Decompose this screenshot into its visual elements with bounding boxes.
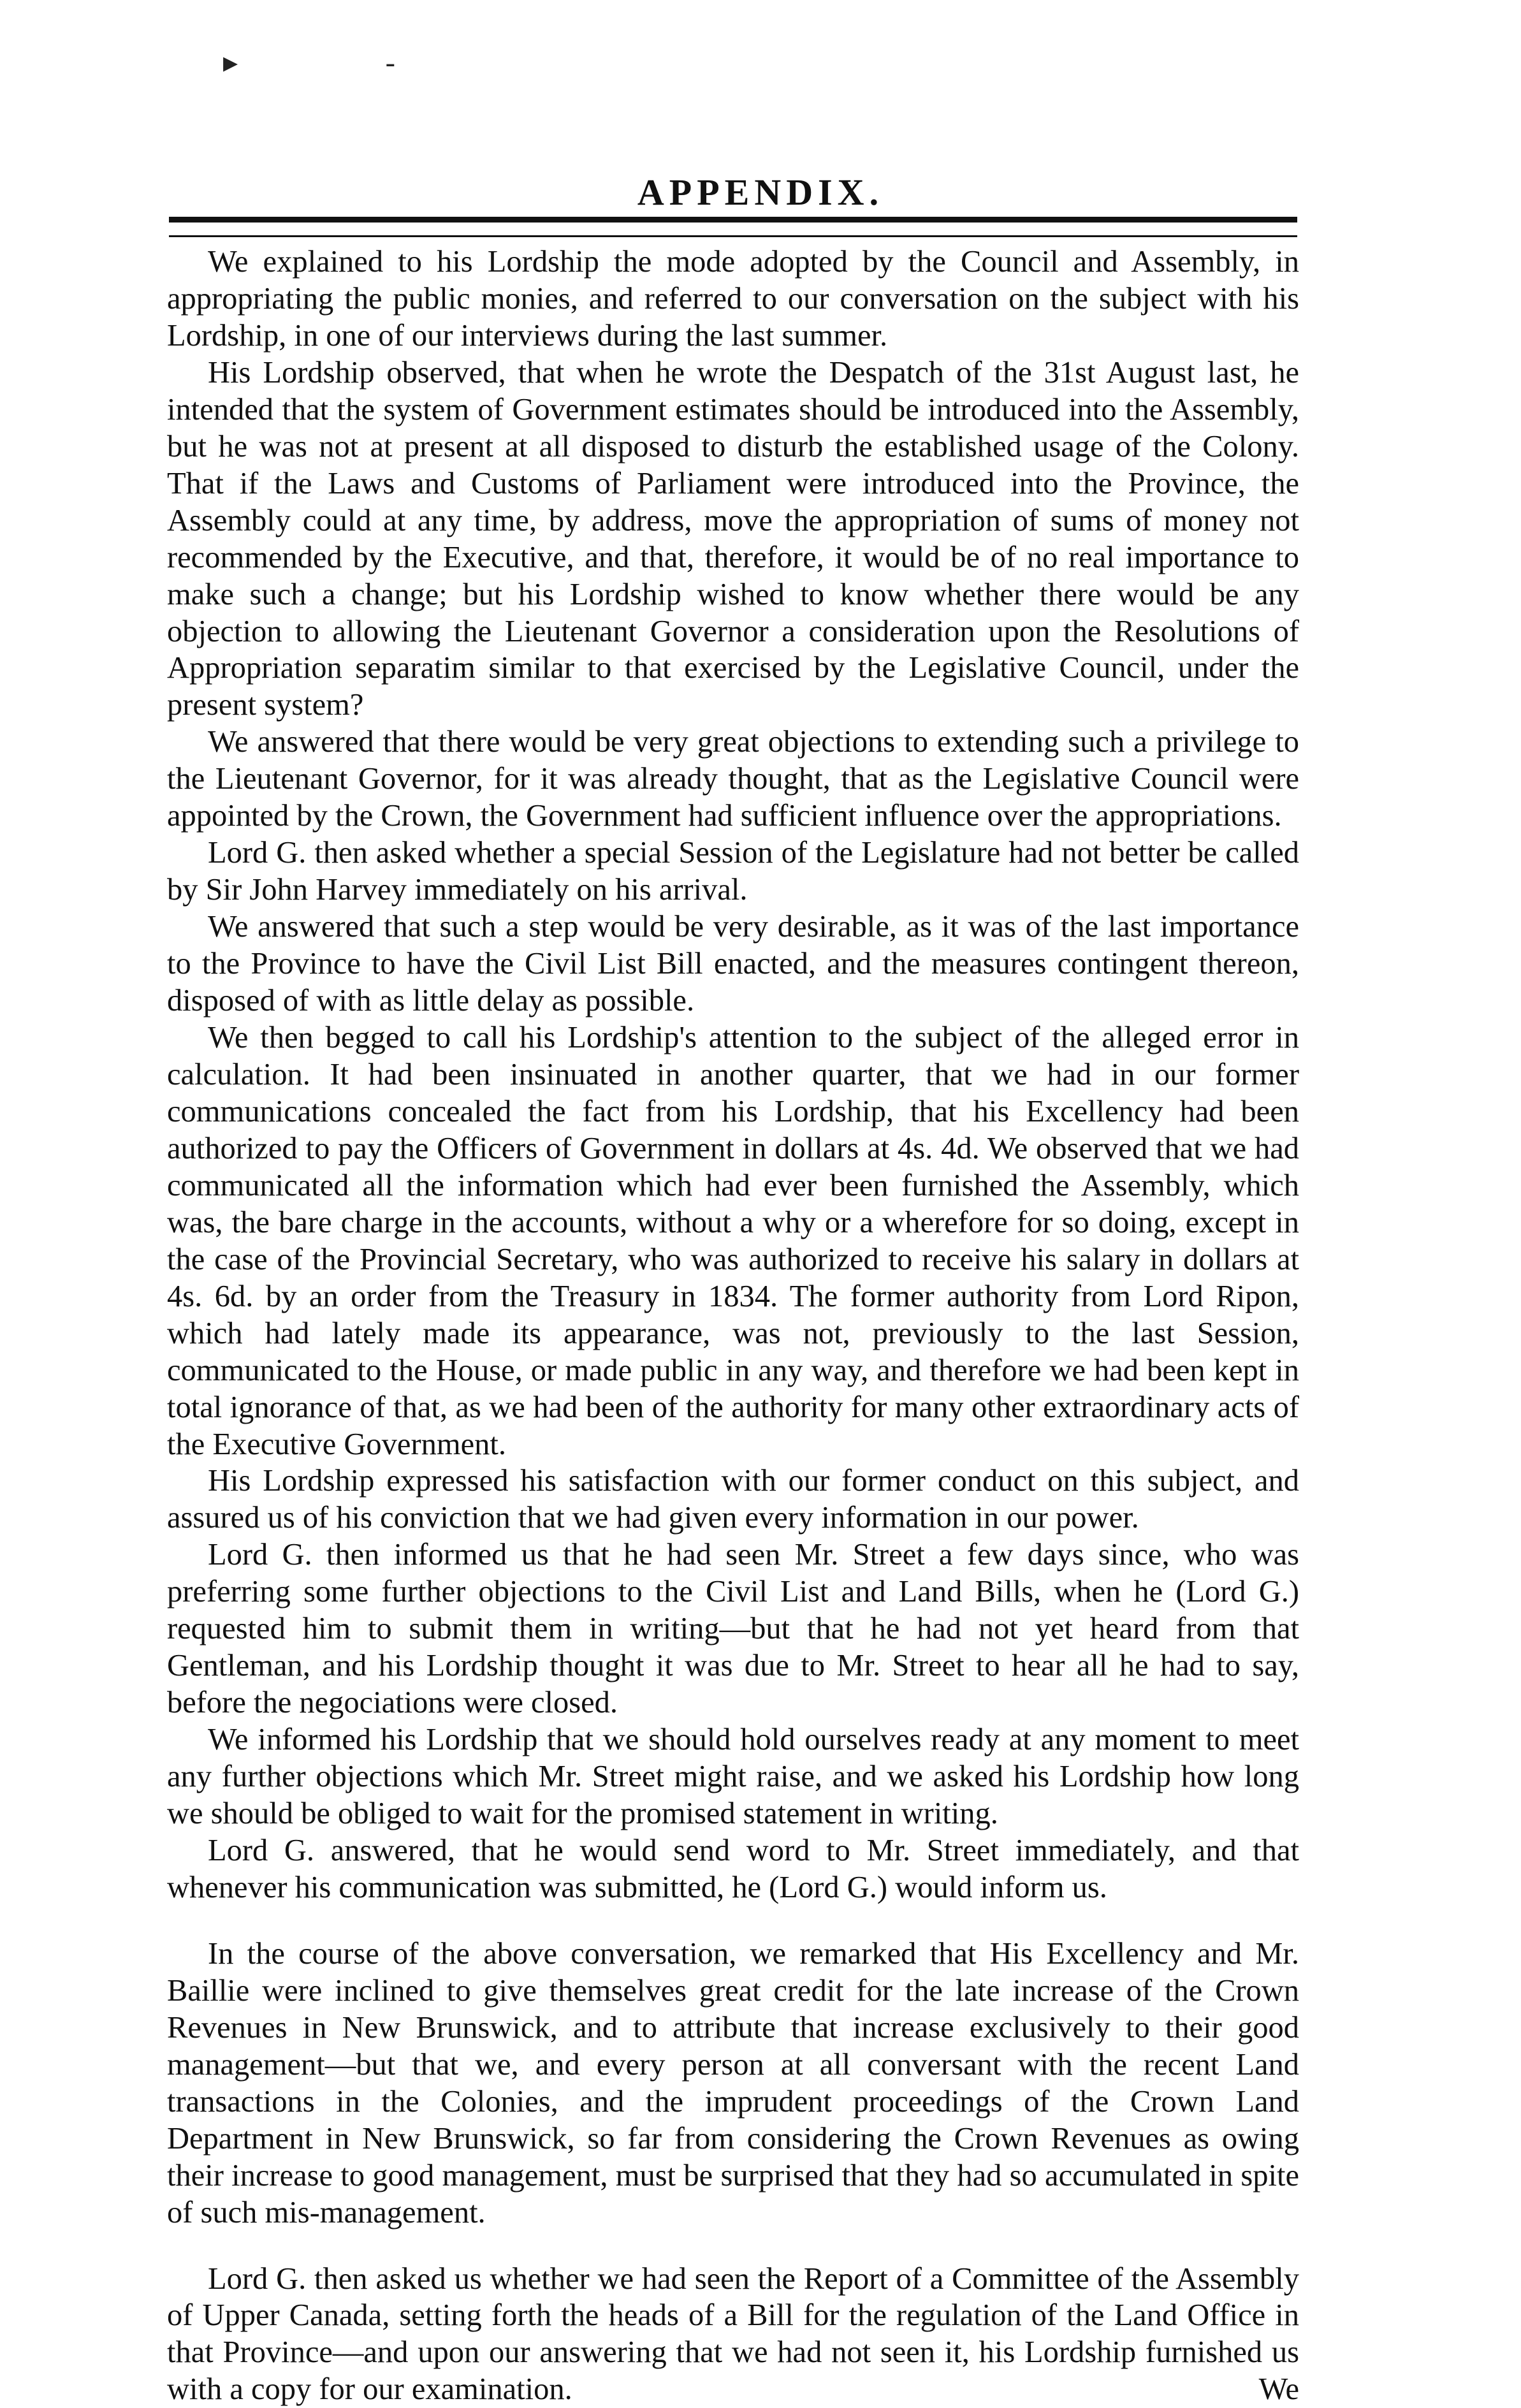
catchword: We [1258, 2372, 1299, 2407]
paragraph: We answered that such a step would be very desirable, as it was of the last importance to the Province to have the Civil List Bill enacted, and the measures contingent thereon, disposed of with as little delay as possible. [167, 910, 1299, 1018]
final-paragraph-text: Lord G. then asked us whether we had seen the Report of a Committee of the Assembly of Upper Canada, setting forth the heads of a Bill for the regulation of the Land Office in that Province—and upon our answering that we had not seen it, his Lordship furnished us with a copy for our examination. [167, 2261, 1299, 2407]
final-paragraph [167, 2261, 1299, 2408]
paragraph: In the course of the above conversation, we remarked that His Excellency and Mr. Baillie were inclined to give themselves great credit for the late increase of the Crown Revenues in New Brunswick, and to attribute that increase exclusively to their good management—but that we, and every person at all conversant with the recent Land transactions in the Colonies, and the imprudent proceedings of the Crown Land Department in New Brunswick, so far from considering the Crown Revenues as owing their increase to good management, must be surprised that they had so accumulated in spite of such mis-management. [167, 1936, 1299, 2229]
paragraph: Lord G. answered, that he would send word to Mr. Street immediately, and that whenever his communication was submitted, he (Lord G.) would inform us. [167, 1833, 1299, 1904]
printer-marks: ▸ - [223, 46, 465, 78]
paragraph: We then begged to call his Lordship's attention to the subject of the alleged error in calculation. It had been insinuated in another quarter, that we had in our former communications concealed the fact from his Lordship, that his Excellency had been authorized to pay the Officers of Government in dollars at 4s. 4d. We observed that we had communicated all the information which had ever been furnished the Assembly, which was, the bare charge in the accounts, without a why or a wherefore for so doing, except in the case of the Provincial Secretary, who was authorized to receive his salary in dollars at 4s. 6d. by an order from the Treasury in 1834. The former authority from Lord Ripon, which had lately made its appearance, was not, previously to the last Session, communicated to the House, or made public in any way, and therefore we had been kept in total ignorance of that, as we had been of the authority for many other extraordinary acts of the Executive Government. [167, 1021, 1299, 1461]
body-text [167, 244, 1299, 2408]
running-head: APPENDIX. [637, 171, 884, 213]
paragraph: His Lordship expressed his satisfaction with our former conduct on this subject, and assured us of his conviction that we had given every information in our power. [167, 1464, 1299, 1535]
paragraph: Lord G. then asked whether a special Session of the Legislature had not better be called by Sir John Harvey immediately on his arrival. [167, 836, 1299, 907]
paragraph: We answered that there would be very great objections to extending such a privilege to the Lieutenant Governor, for it was already thought, that as the Legislative Council were appointed by the Crown, the Government had sufficient influence over the appropriations. [167, 725, 1299, 833]
paragraph: Lord G. then informed us that he had seen Mr. Street a few days since, who was preferring some further objections to the Civil List and Land Bills, when he (Lord G.) requested him to submit them in writing—but that he had not yet heard from that Gentleman, and his Lordship thought it was due to Mr. Street to hear all he had to say, before the negociations were closed. [167, 1538, 1299, 1720]
paragraph: We explained to his Lordship the mode adopted by the Council and Assembly, in appropriating the public monies, and referred to our conversation on the subject with his Lordship, in one of our interviews during the last summer. [167, 245, 1299, 353]
paragraph: His Lordship observed, that when he wrote the Despatch of the 31st August last, he intended that the system of Government estimates should be introduced into the Assembly, but he was not at present at all disposed to disturb the established usage of the Colony. That if the Laws and Customs of Parliament were introduced into the Province, the Assembly could at any time, by address, move the appropriation of sums of money not recommended by the Executive, and that, therefore, it would be of no real importance to make such a change; but his Lordship wished to know whether there would be any objection to allowing the Lieutenant Governor a consideration upon the Resolutions of Appropriation separatim similar to that exercised by the Legislative Council, under the present system? [167, 355, 1299, 722]
paragraph: We informed his Lordship that we should hold ourselves ready at any moment to meet any further objections which Mr. Street might raise, and we asked his Lordship how long we should be obliged to wait for the promised statement in writing. [167, 1723, 1299, 1831]
header-rule [169, 217, 1297, 237]
